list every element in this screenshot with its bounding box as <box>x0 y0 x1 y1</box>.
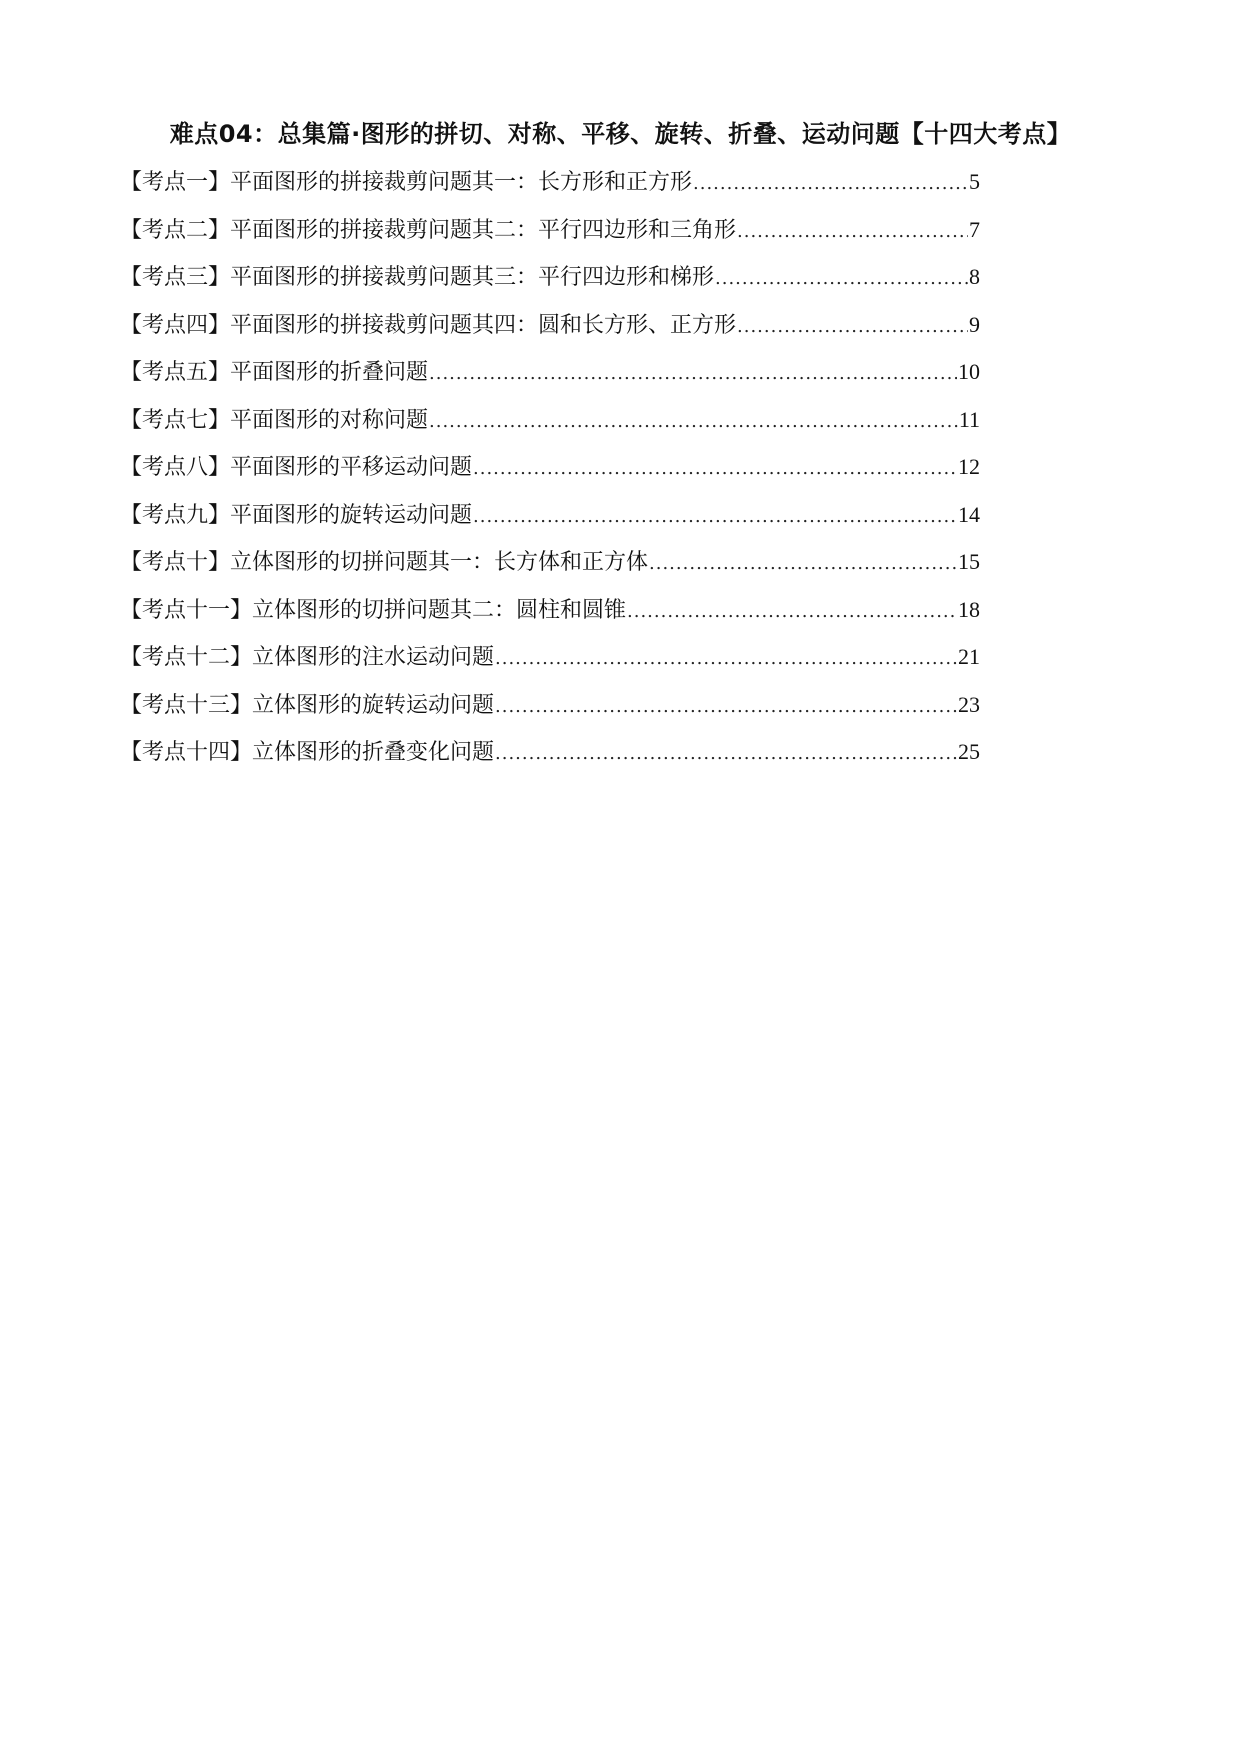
toc-entry-label: 【考点五】平面图形的折叠问题 <box>120 360 429 385</box>
toc-entry-page: 9 <box>969 311 980 337</box>
toc-leader-dots <box>495 643 957 675</box>
toc-entry-label: 【考点一】平面图形的拼接裁剪问题其一：长方形和正方形 <box>120 170 693 195</box>
toc-entry-label: 【考点八】平面图形的平移运动问题 <box>120 455 473 480</box>
toc-entry-label: 【考点四】平面图形的拼接裁剪问题其四：圆和长方形、正方形 <box>120 312 737 338</box>
toc-leader-dots <box>737 216 968 248</box>
toc-entry-page: 15 <box>958 549 980 574</box>
toc-entry-page: 10 <box>958 359 980 384</box>
toc-entry[interactable] <box>120 261 980 309</box>
table-of-contents <box>120 166 980 784</box>
toc-entry[interactable] <box>120 404 980 452</box>
toc-entry-page: 18 <box>958 596 980 622</box>
toc-leader-dots <box>715 263 968 295</box>
toc-entry-page: 8 <box>969 264 980 289</box>
toc-leader-dots <box>737 311 968 343</box>
toc-leader-dots <box>473 453 957 485</box>
toc-leader-dots <box>627 596 957 628</box>
toc-leader-dots <box>429 406 958 438</box>
toc-entry-page: 14 <box>958 501 980 527</box>
toc-entry[interactable] <box>120 166 980 214</box>
toc-leader-dots <box>429 358 957 390</box>
toc-leader-dots <box>495 738 957 770</box>
toc-leader-dots <box>473 501 957 533</box>
toc-entry-label: 【考点七】平面图形的对称问题 <box>120 407 429 433</box>
toc-entry[interactable] <box>120 689 980 737</box>
toc-entry-page: 7 <box>969 216 980 242</box>
toc-entry-label: 【考点二】平面图形的拼接裁剪问题其二：平行四边形和三角形 <box>120 217 737 243</box>
toc-entry-label: 【考点十一】立体图形的切拼问题其二：圆柱和圆锥 <box>120 597 627 623</box>
toc-entry-page: 21 <box>958 644 980 669</box>
toc-entry[interactable] <box>120 309 980 357</box>
toc-entry[interactable] <box>120 546 980 594</box>
toc-entry[interactable] <box>120 499 980 547</box>
toc-entry-label: 【考点十二】立体图形的注水运动问题 <box>120 645 495 670</box>
toc-leader-dots <box>495 691 957 723</box>
toc-entry[interactable] <box>120 736 980 784</box>
toc-entry-page: 5 <box>969 169 980 194</box>
toc-entry-page: 12 <box>958 454 980 479</box>
toc-entry[interactable] <box>120 356 980 404</box>
toc-leader-dots <box>693 168 968 200</box>
toc-entry-label: 【考点十三】立体图形的旋转运动问题 <box>120 692 495 718</box>
toc-entry[interactable] <box>120 214 980 262</box>
toc-entry-page: 23 <box>958 691 980 717</box>
toc-entry-page: 11 <box>958 406 980 432</box>
toc-entry[interactable] <box>120 641 980 689</box>
toc-entry-label: 【考点十四】立体图形的折叠变化问题 <box>120 740 495 765</box>
document-title: 难点04：总集篇·图形的拼切、对称、平移、旋转、折叠、运动问题【十四大考点】 <box>169 120 1072 148</box>
toc-entry-page: 25 <box>958 739 980 764</box>
toc-entry-label: 【考点九】平面图形的旋转运动问题 <box>120 502 473 528</box>
toc-entry[interactable] <box>120 451 980 499</box>
toc-entry[interactable] <box>120 594 980 642</box>
toc-leader-dots <box>649 548 957 580</box>
toc-entry-label: 【考点三】平面图形的拼接裁剪问题其三：平行四边形和梯形 <box>120 265 715 290</box>
toc-entry-label: 【考点十】立体图形的切拼问题其一：长方体和正方体 <box>120 550 649 575</box>
